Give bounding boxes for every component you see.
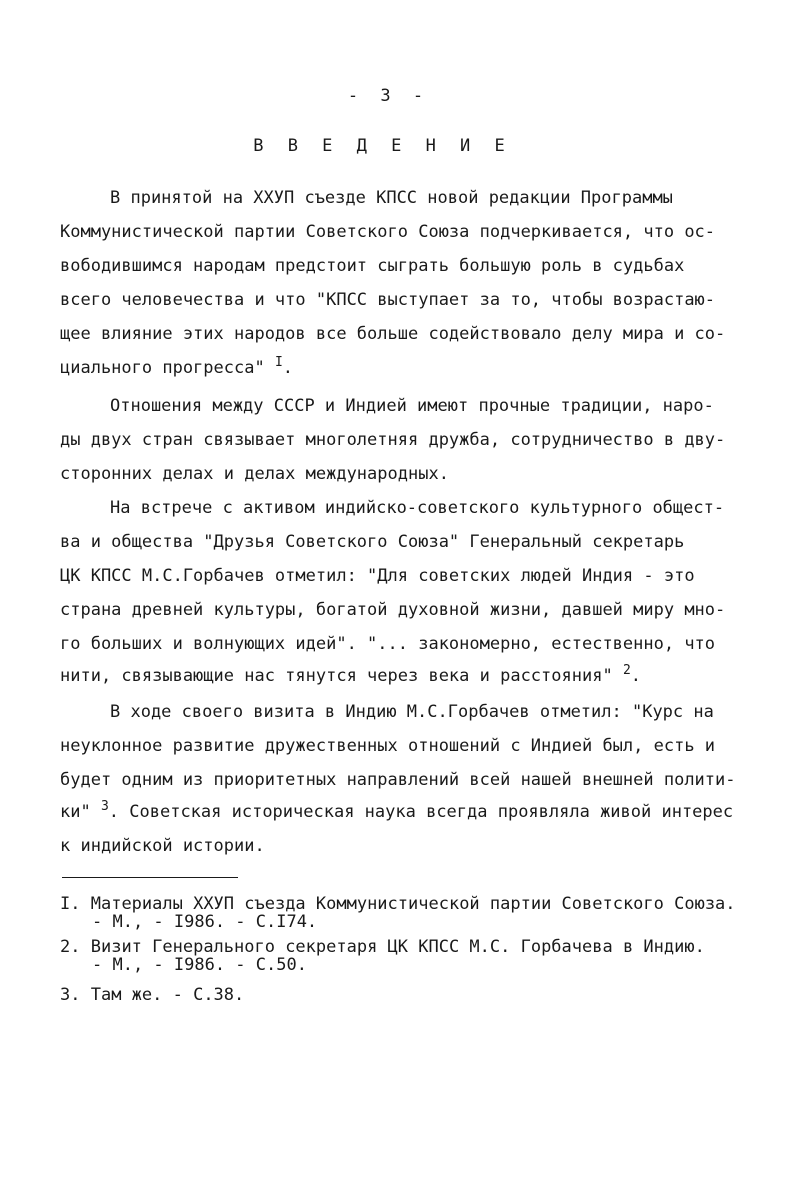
footnote-1-continuation: - М., - I986. - С.I74. bbox=[92, 912, 318, 932]
paragraph-3-line-5: го больших и волнующих идей". "... закономерно, естественно, что bbox=[60, 634, 716, 654]
paragraph-1-line-3: вободившимся народам предстоит сыграть большую роль в судьбах bbox=[60, 256, 685, 276]
page-number: - 3 - bbox=[347, 86, 430, 106]
section-heading: В В Е Д Е Н И Е bbox=[253, 136, 512, 156]
paragraph-3-line-6-text: нити, связывающие нас тянутся через века и расстояния" bbox=[60, 666, 613, 686]
paragraph-1-line-4: всего человечества и что "КПСС выступает за то, чтобы возрастаю- bbox=[60, 290, 716, 310]
footnote-3 bbox=[60, 985, 244, 1005]
footnote-1-text: Материалы ХХУП съезда Коммунистической партии Советского Союза. bbox=[90, 894, 736, 914]
paragraph-3-line-6 bbox=[60, 663, 642, 686]
footnote-ref-2: 2 bbox=[622, 663, 631, 678]
footnote-2-continuation: - М., - I986. - С.50. bbox=[92, 955, 307, 975]
footnote-1-number: I. bbox=[60, 894, 81, 914]
paragraph-3-end: . bbox=[630, 666, 642, 686]
footnote-3-text: Там же. - С.38. bbox=[90, 985, 245, 1005]
paragraph-4-line-4 bbox=[60, 799, 734, 822]
paragraph-1-line-6-text: циального прогресса" bbox=[60, 358, 265, 378]
paragraph-3-line-2: ва и общества "Друзья Советского Союза" Генеральный секретарь bbox=[60, 532, 685, 552]
paragraph-2-line-2: ды двух стран связывает многолетняя дружба, сотрудничество в дву- bbox=[60, 430, 726, 450]
footnote-ref-1: I bbox=[274, 355, 283, 370]
paragraph-3-line-3: ЦК КПСС М.С.Горбачев отметил: "Для советских людей Индия - это bbox=[60, 566, 695, 586]
paragraph-3-line-1: На встрече с активом индийско-советского культурного общест- bbox=[110, 498, 725, 518]
paragraph-4-line-4-text: ки" bbox=[60, 802, 91, 822]
paragraph-1-end: . bbox=[282, 358, 294, 378]
paragraph-1-line-2: Коммунистической партии Советского Союза подчеркивается, что ос- bbox=[60, 222, 716, 242]
footnote-1 bbox=[60, 894, 736, 914]
footnote-2-text: Визит Генерального секретаря ЦК КПСС М.С. Горбачева в Индию. bbox=[90, 937, 705, 957]
footnote-divider bbox=[62, 877, 238, 878]
footnote-3-number: 3. bbox=[60, 985, 81, 1005]
paragraph-2-line-1: Отношения между СССР и Индией имеют прочные традиции, наро- bbox=[110, 396, 714, 416]
paragraph-4-line-5: к индийской истории. bbox=[60, 836, 265, 856]
paragraph-4-line-4-rest: . Советская историческая наука всегда проявляла живой интерес bbox=[108, 802, 734, 822]
footnote-2 bbox=[60, 937, 705, 957]
paragraph-1-line-6 bbox=[60, 355, 294, 378]
paragraph-1-line-5: щее влияние этих народов все больше содействовало делу мира и со- bbox=[60, 324, 726, 344]
paragraph-2-line-3: сторонних делах и делах международных. bbox=[60, 464, 449, 484]
paragraph-4-line-1: В ходе своего визита в Индию М.С.Горбачев отметил: "Курс на bbox=[110, 702, 714, 722]
paragraph-4-line-3: будет одним из приоритетных направлений всей нашей внешней полити- bbox=[60, 770, 736, 790]
paragraph-3-line-4: страна древней культуры, богатой духовной жизни, давшей миру мно- bbox=[60, 600, 726, 620]
footnote-2-number: 2. bbox=[60, 937, 81, 957]
paragraph-1-line-1: В принятой на ХХУП съезде КПСС новой редакции Программы bbox=[110, 188, 673, 208]
footnote-ref-3: 3 bbox=[100, 799, 109, 814]
paragraph-4-line-2: неуклонное развитие дружественных отношений с Индией был, есть и bbox=[60, 736, 716, 756]
